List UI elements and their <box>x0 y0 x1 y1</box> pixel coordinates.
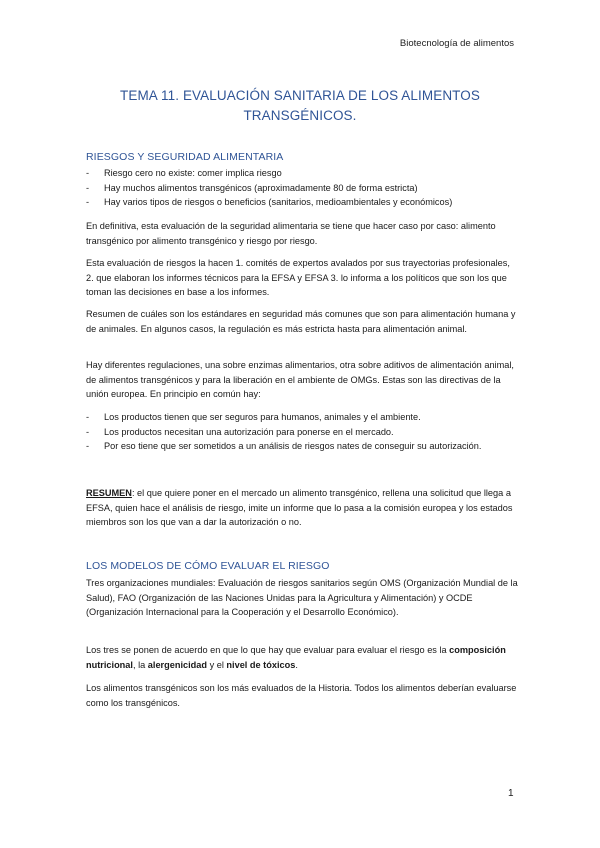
list-item: - Los productos necesitan una autorización para ponerse en el mercado. <box>86 425 518 440</box>
paragraph-evaluar: Los tres se ponen de acuerdo en que lo que hay que evaluar para evaluar el riesgo es la composición nutricional, la alergenicidad y el nivel de tóxicos. <box>86 645 506 670</box>
list-item: - Por eso tiene que ser sometidos a un análisis de riesgos nates de conseguir su autorización. <box>86 439 518 454</box>
term-toxicos: nivel de tóxicos <box>226 659 296 670</box>
term-alergenicidad: alergenicidad <box>147 659 208 670</box>
paragraph-organizaciones: Tres organizaciones mundiales: Evaluación de riesgos sanitarios según OMS (Organización Mundial de la Salud), FAO (Organización de las Naciones Unidas para la Agricultura y Alimentación) y OCDE (Organización Internacional para la Cooperación y el Desarrollo Económico). <box>86 578 518 618</box>
section-heading-modelos: LOS MODELOS DE CÓMO EVALUAR EL RIESGO <box>86 560 330 572</box>
paragraph-regulaciones: Hay diferentes regulaciones, una sobre enzimas alimentarios, otra sobre aditivos de alimentación animal, de alimentos transgénicos y para la liberación en el ambiente de OMGs. Estas son las directivas de la unión europea. En principio en común hay: <box>86 360 514 400</box>
page-number: 1 <box>508 788 514 799</box>
list-item: - Riesgo cero no existe: comer implica riesgo <box>86 166 518 181</box>
paragraph-caso-por-caso: En definitiva, esta evaluación de la seguridad alimentaria se tiene que hacer caso por caso: alimento transgénico por alimento transgénico y riesgo por riesgo. <box>86 221 496 246</box>
paragraph-historia: Los alimentos transgénicos son los más evaluados de la Historia. Todos los alimentos deberían evaluarse como los transgénicos. <box>86 683 517 708</box>
page-title: TEMA 11. EVALUACIÓN SANITARIA DE LOS ALIMENTOS TRANSGÉNICOS. <box>120 88 480 123</box>
list-item: - Los productos tienen que ser seguros para humanos, animales y el ambiente. <box>86 410 518 425</box>
summary-text: : el que quiere poner en el mercado un alimento transgénico, rellena una solicitud que llega a EFSA, quien hace el análisis de riesgo, imite un informe que lo pasa a la comisión europea y los estados miembros son los que van a dar la autorización o no. <box>86 488 513 528</box>
risk-bullet-list <box>86 166 518 210</box>
paragraph-estandares: Resumen de cuáles son los estándares en seguridad más comunes que son para alimentación humana y de animales. En algunos casos, la regulación es más estricta hasta para alimentación animal. <box>86 309 516 334</box>
term-composicion: composición nutricional <box>86 645 506 670</box>
paragraph-comites: Esta evaluación de riesgos la hacen 1. comités de expertos avalados por sus trayectorias profesionales, 2. que elaboran los informes técnicos para la EFSA y EFSA 3. lo informa a los políticos que son los que toman las decisiones en base a los informes. <box>86 258 510 298</box>
list-item: - Hay muchos alimentos transgénicos (aproximadamente 80 de forma estricta) <box>86 181 518 196</box>
section-heading-riesgos: RIESGOS Y SEGURIDAD ALIMENTARIA <box>86 151 284 163</box>
paragraph-resumen <box>86 486 518 530</box>
list-item: - Hay varios tipos de riesgos o beneficios (sanitarios, medioambientales y económicos) <box>86 195 518 210</box>
regulation-bullet-list <box>86 410 518 454</box>
summary-label: RESUMEN <box>86 488 132 498</box>
running-header: Biotecnología de alimentos <box>399 38 514 49</box>
